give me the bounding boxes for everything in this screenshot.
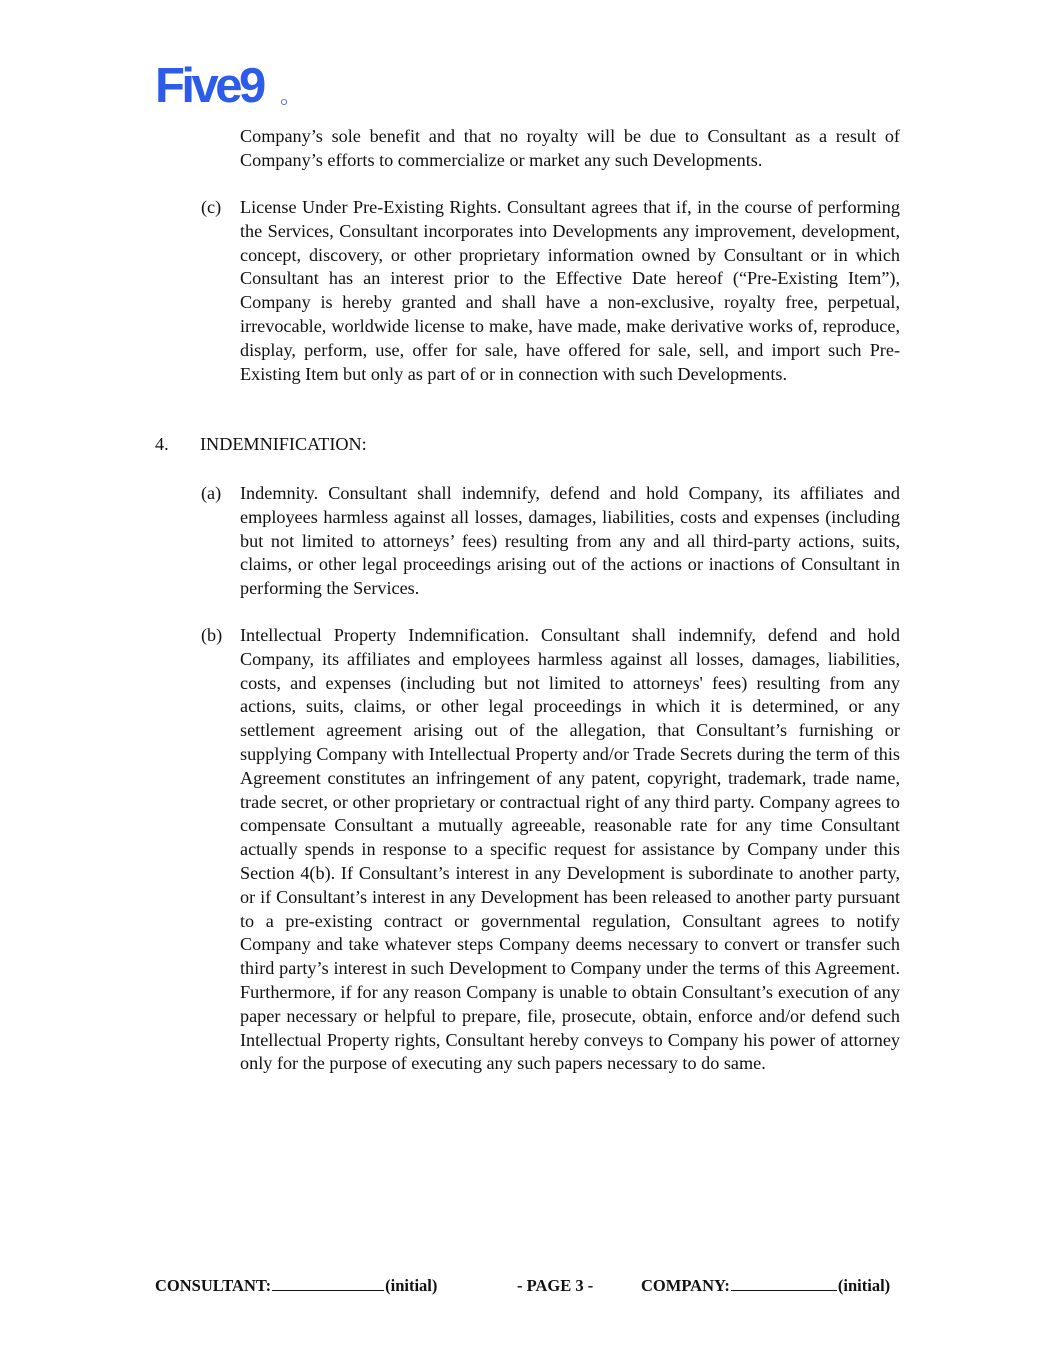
section-4-title: INDEMNIFICATION: bbox=[200, 434, 367, 454]
page-number: - PAGE 3 - bbox=[517, 1276, 594, 1295]
five9-logo bbox=[155, 60, 295, 110]
registered-mark-icon bbox=[281, 99, 286, 104]
consultant-label: CONSULTANT: bbox=[155, 1276, 272, 1295]
consultant-initial-line bbox=[272, 1276, 384, 1291]
logo-text: Five9 bbox=[155, 60, 263, 110]
section-4-number: 4. bbox=[155, 434, 169, 454]
clause-3c-marker: (c) bbox=[201, 197, 222, 217]
clause-4b-marker: (b) bbox=[201, 625, 223, 645]
clause-3c-text: License Under Pre-Existing Rights. Consultant agrees that if, in the course of performing the Services, Consultant incorporates into Developments any improvement, development, concept, discovery, or other proprietary information owned by Consultant or in which Consultant has an interest prior to the Effective Date hereof (“Pre-Existing Item”), Company is hereby granted and shall have a non-exclusive, royalty free, perpetual, irrevocable, worldwide license to make, have made, make derivative works of, reproduce, display, perform, use, offer for sale, have offered for sale, sell, and import such Pre-Existing Item but only as part of or in connection with such Developments. bbox=[240, 197, 900, 384]
company-initial-line bbox=[731, 1276, 837, 1291]
consultant-initial-label: (initial) bbox=[385, 1276, 438, 1295]
footer-consultant-initial bbox=[155, 1275, 437, 1297]
company-initial-label: (initial) bbox=[837, 1276, 891, 1295]
continuation-paragraph: Company’s sole benefit and that no royalty will be due to Consultant as a result of Company’s efforts to commercialize or market any such Developments. bbox=[240, 126, 900, 170]
company-label: COMPANY: bbox=[641, 1276, 730, 1295]
five9-logo-mark bbox=[155, 60, 295, 110]
footer-company-initial bbox=[641, 1275, 890, 1297]
clause-4b-text: Intellectual Property Indemnification. Consultant shall indemnify, defend and hold Company, its affiliates and employees harmless against all losses, damages, liabilities, costs, and expenses (including but not limited to attorneys' fees) resulting from any actions, suits, claims, or other legal proceedings in which it is determined, or any settlement agreement arising out of the allegation, that Consultant’s furnishing or supplying Company with Intellectual Property and/or Trade Secrets during the term of this Agreement constitutes an infringement of any patent, copyright, trademark, trade name, trade secret, or other proprietary or contractual right of any third party. Company agrees to compensate Consultant a mutually agreeable, reasonable rate for any time Consultant actually spends in response to a specific request for assistance by Company under this Section 4(b). If Consultant’s interest in any Development is subordinate to another party, or if Consultant’s interest in any Development has been released to another party pursuant to a pre-existing contract or governmental regulation, Consultant agrees to notify Company and take whatever steps Company deems necessary to convert or transfer such third party’s interest in such Development to Company under the terms of this Agreement. Furthermore, if for any reason Company is unable to obtain Consultant’s execution of any paper necessary or helpful to prepare, file, prosecute, obtain, enforce and/or defend such Intellectual Property rights, Consultant hereby conveys to Company his power of attorney only for the purpose of executing any such papers necessary to do same. bbox=[240, 625, 900, 1074]
clause-4a-marker: (a) bbox=[201, 483, 222, 503]
clause-4a-text: Indemnity. Consultant shall indemnify, defend and hold Company, its affiliates and employees harmless against all losses, damages, liabilities, costs and expenses (including but not limited to attorneys’ fees) resulting from any and all third-party actions, suits, claims, or other legal proceedings arising out of the actions or inactions of Consultant in performing the Services. bbox=[240, 483, 900, 599]
